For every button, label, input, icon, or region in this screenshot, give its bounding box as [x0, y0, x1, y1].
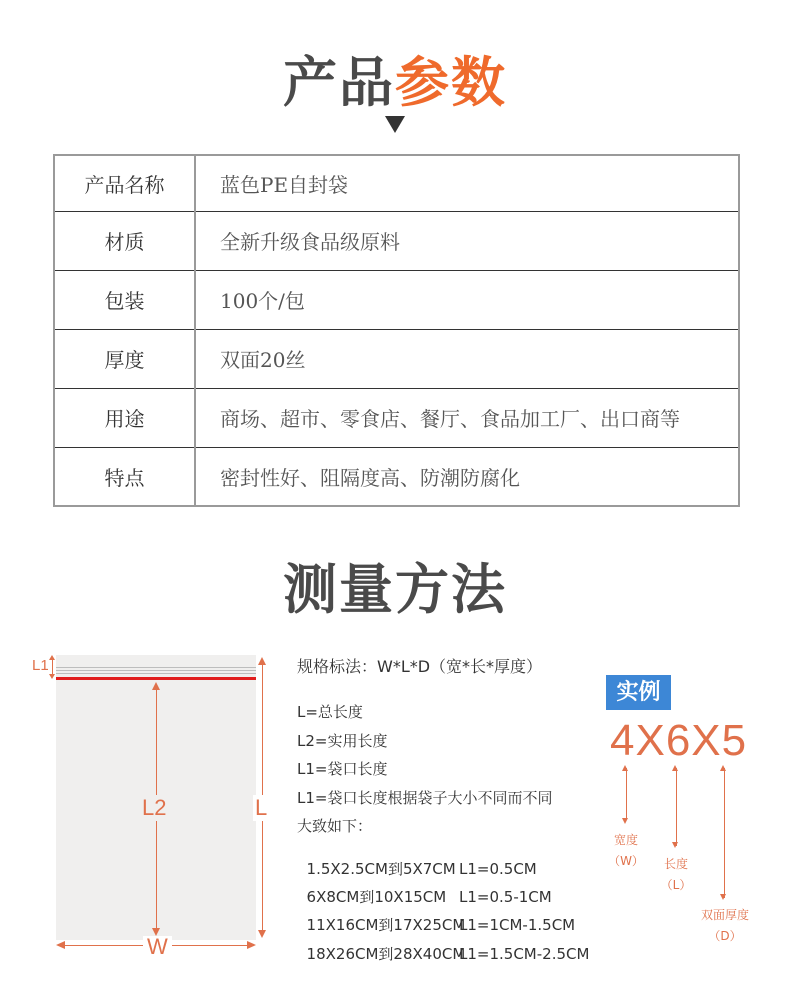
size-range: 18X26CM到28X40CM — [306, 945, 466, 963]
label-sub: （W） — [608, 854, 644, 868]
table-row — [54, 155, 739, 211]
zip-line — [56, 673, 256, 674]
label-sub: （D） — [708, 929, 742, 943]
param-key: 材质 — [54, 211, 195, 270]
params-table — [53, 154, 740, 507]
label-l1: L1 — [32, 657, 49, 674]
size-row — [297, 903, 576, 934]
param-key: 产品名称 — [54, 155, 195, 211]
label-name: 宽度 — [613, 833, 638, 847]
label-l2: L2 — [142, 795, 167, 820]
size-range: 1.5X2.5CM到5X7CM — [306, 860, 456, 878]
table-row — [54, 270, 739, 329]
definition-line: L1=袋口长度 — [297, 760, 388, 778]
arrow-down-icon — [49, 674, 55, 679]
param-key: 用途 — [54, 388, 195, 447]
measure-method-title: 测量方法 — [283, 557, 507, 621]
product-params-title — [0, 40, 790, 117]
param-key: 包装 — [54, 270, 195, 329]
param-value: 全新升级食品级原料 — [195, 211, 739, 270]
arrow-left-icon — [56, 941, 65, 949]
table-row — [54, 329, 739, 388]
spec-header: 规格标法：W*L*D（宽*长*厚度） — [297, 657, 543, 676]
length-arrow-line — [676, 768, 677, 846]
size-row — [297, 875, 552, 906]
arrow-up-icon — [622, 765, 628, 771]
size-range: 11X16CM到17X25CM — [306, 916, 466, 934]
arrow-down-icon — [622, 818, 628, 824]
width-arrow-line — [626, 768, 627, 820]
param-value: 100个/包 — [195, 270, 739, 329]
arrow-up-icon — [49, 655, 55, 660]
arrow-up-icon — [152, 682, 160, 690]
param-value: 蓝色PE自封袋 — [195, 155, 739, 211]
title-main: 产品 — [283, 50, 395, 114]
definition-line: L1=袋口长度根据袋子大小不同而不同 — [297, 789, 553, 807]
size-l1: L1=1.5CM-2.5CM — [459, 945, 590, 963]
arrow-up-icon — [672, 765, 678, 771]
definition-line: L=总长度 — [297, 703, 363, 721]
param-value: 密封性好、阻隔度高、防潮防腐化 — [195, 447, 739, 506]
size-row — [297, 932, 590, 963]
arrow-down-icon — [720, 894, 726, 900]
arrow-down-icon — [258, 930, 266, 938]
thickness-arrow-line — [724, 768, 725, 898]
param-value: 商场、超市、零食店、餐厅、食品加工厂、出口商等 — [195, 388, 739, 447]
label-name: 双面厚度 — [700, 908, 749, 922]
definition-line: L2=实用长度 — [297, 732, 388, 750]
zip-line — [56, 667, 256, 668]
example-label-length — [656, 858, 696, 891]
label-w: W — [143, 936, 172, 958]
definition-line: 大致如下： — [297, 817, 373, 835]
arrow-up-icon — [258, 657, 266, 665]
size-l1: L1=0.5CM — [459, 860, 537, 878]
example-label-thickness — [694, 909, 756, 942]
label-name: 长度 — [663, 857, 688, 871]
table-row — [54, 211, 739, 270]
param-value: 双面20丝 — [195, 329, 739, 388]
example-label-width — [606, 834, 646, 867]
title-accent: 参数 — [395, 50, 507, 114]
table-row — [54, 447, 739, 506]
size-range: 6X8CM到10X15CM — [306, 888, 447, 906]
label-l: L — [255, 795, 268, 820]
triangle-down-icon — [385, 116, 405, 133]
arrow-down-icon — [672, 842, 678, 848]
label-sub: （L） — [660, 878, 692, 892]
seal-line — [56, 677, 256, 680]
param-key: 厚度 — [54, 329, 195, 388]
zip-line — [56, 670, 256, 671]
arrow-right-icon — [247, 941, 256, 949]
size-l1: L1=1CM-1.5CM — [459, 916, 576, 934]
param-key: 特点 — [54, 447, 195, 506]
example-badge: 实例 — [606, 675, 671, 710]
size-l1: L1=0.5-1CM — [459, 888, 552, 906]
example-value: 4X6X5 — [610, 716, 748, 765]
size-row — [297, 847, 537, 878]
arrow-up-icon — [720, 765, 726, 771]
table-row — [54, 388, 739, 447]
